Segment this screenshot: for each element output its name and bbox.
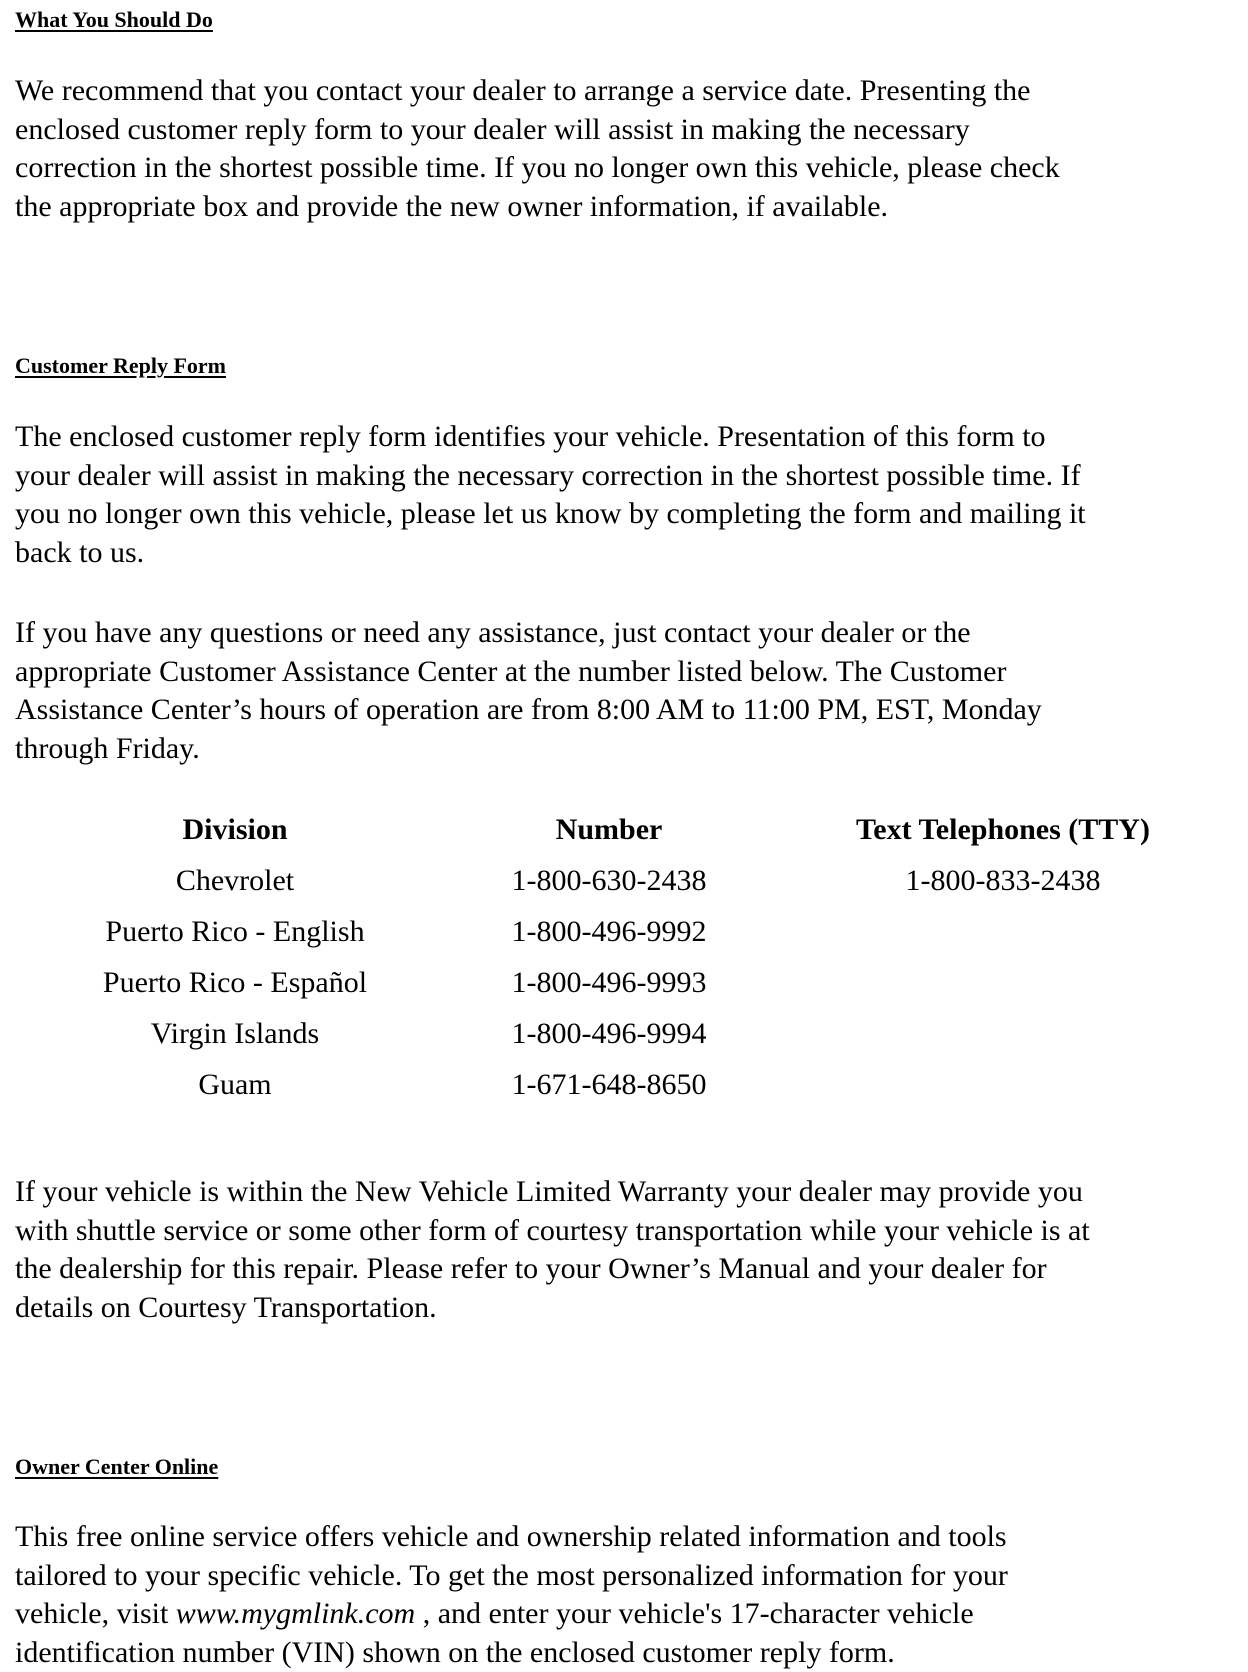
table-row [15, 1068, 1233, 1108]
tty-cell: 1-800-833-2438 [905, 864, 1101, 897]
heading-customer-reply-form: Customer Reply Form [15, 353, 226, 378]
paragraph-what-you-should-do [15, 72, 1240, 226]
text-line: We recommend that you contact your dealer to arrange a service date. Presenting the [15, 74, 1031, 107]
column-header-number: Number [555, 813, 663, 846]
text-line: the appropriate box and provide the new owner information, if available. [15, 189, 889, 223]
heading-what-you-should-do: What You Should Do [15, 7, 213, 32]
number-cell: 1-800-496-9993 [511, 966, 707, 999]
heading-owner-center-online: Owner Center Online [15, 1454, 219, 1479]
text-line: This free online service offers vehicle and ownership related information and tools [15, 1520, 1007, 1553]
text-line: Assistance Center’s hours of operation are from 8:00 AM to 11:00 PM, EST, Monday [15, 693, 1042, 727]
text-line: through Friday. [15, 731, 200, 765]
division-cell: Puerto Rico - English [105, 915, 365, 948]
text-line: enclosed customer reply form to your dealer will assist in making the necessary [15, 112, 970, 146]
number-cell: 1-800-630-2438 [511, 864, 707, 897]
number-cell: 1-800-496-9992 [511, 915, 707, 948]
number-cell: 1-671-648-8650 [511, 1068, 707, 1101]
division-cell: Virgin Islands [150, 1017, 320, 1050]
text-line: If you have any questions or need any assistance, just contact your dealer or the [15, 616, 971, 649]
text-line: with shuttle service or some other form of courtesy transportation while your vehicle is at [15, 1213, 1090, 1247]
text-line: tailored to your specific vehicle. To get the most personalized information for your [15, 1558, 1008, 1592]
owner-center-url: www.mygmlink.com [175, 1597, 416, 1631]
text-line: your dealer will assist in making the necessary correction in the shortest possible time. If [15, 458, 1081, 492]
text-line: details on Courtesy Transportation. [15, 1290, 437, 1324]
table-row [15, 864, 1233, 904]
paragraph-reply-form-intro [15, 418, 1240, 572]
division-cell: Chevrolet [175, 864, 295, 897]
text-line: The enclosed customer reply form identifies your vehicle. Presentation of this form to [15, 420, 1046, 453]
text-fragment: vehicle, visit [15, 1597, 176, 1631]
paragraph-assistance [15, 614, 1240, 768]
table-row [15, 1017, 1233, 1057]
column-header-division: Division [182, 813, 288, 846]
paragraph-courtesy-transportation [15, 1173, 1240, 1327]
text-line: identification number (VIN) shown on the enclosed customer reply form. [15, 1635, 895, 1669]
table-row [15, 915, 1233, 955]
text-line: correction in the shortest possible time. If you no longer own this vehicle, please check [15, 151, 1060, 185]
table-row [15, 966, 1233, 1006]
division-cell: Puerto Rico - Español [102, 966, 368, 999]
text-line: you no longer own this vehicle, please let us know by completing the form and mailing it [15, 497, 1086, 531]
text-line: back to us. [15, 535, 145, 569]
column-header-tty: Text Telephones (TTY) [856, 813, 1150, 846]
text-line: appropriate Customer Assistance Center at the number listed below. The Customer [15, 654, 1007, 688]
text-line: If your vehicle is within the New Vehicle Limited Warranty your dealer may provide you [15, 1175, 1083, 1208]
text-line: the dealership for this repair. Please refer to your Owner’s Manual and your dealer for [15, 1252, 1047, 1286]
number-cell: 1-800-496-9994 [511, 1017, 707, 1050]
text-line [15, 1595, 1240, 1634]
text-fragment: , and enter your vehicle's 17-character vehicle [415, 1597, 974, 1631]
division-cell: Guam [198, 1068, 272, 1101]
paragraph-owner-center [15, 1518, 1240, 1672]
table-header-row [15, 813, 1233, 853]
